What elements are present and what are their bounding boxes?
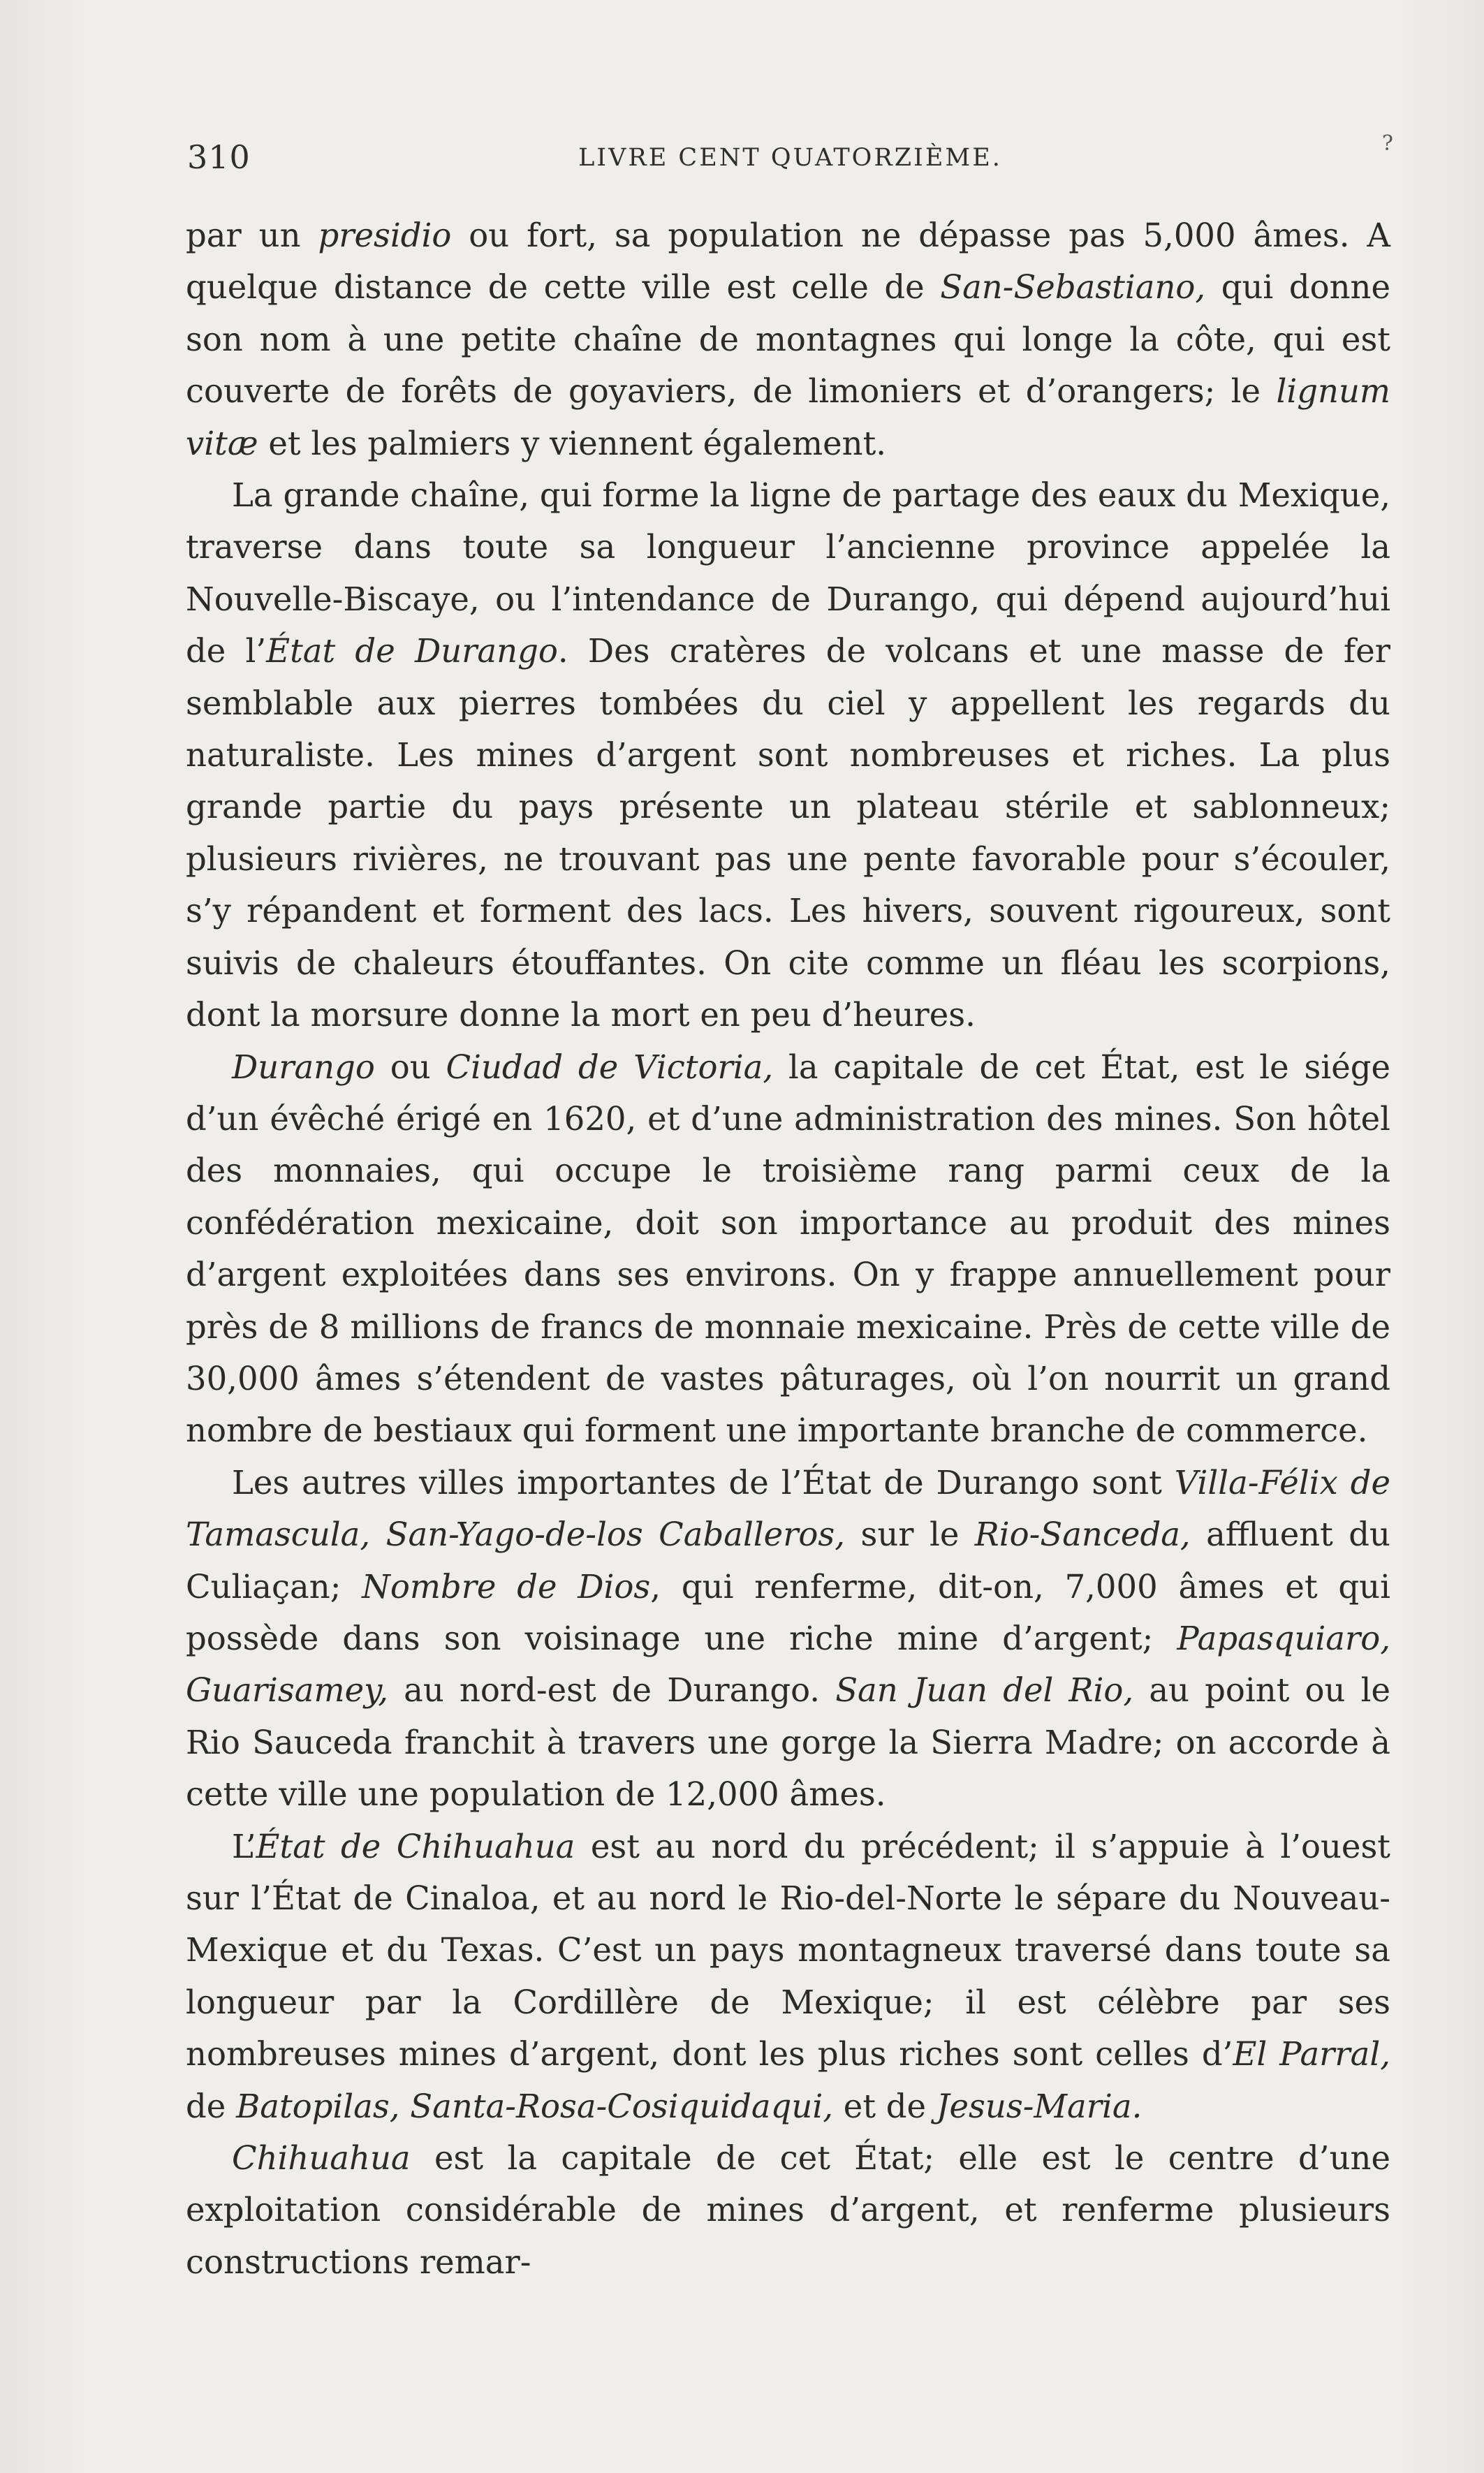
paragraph [186,2132,1390,2288]
text-run: au nord-est de Durango. [388,1671,836,1710]
italic-run: Rio-Sanceda, [974,1516,1191,1554]
italic-run: Villa-Félix de Tamascula, San-Yago-de-los Caballeros, [186,1463,1390,1554]
text-run: est la capitale de cet État; elle est le centre d’une exploitation considérable de mines d’argent, et renferme plusieurs constructions remar- [186,2139,1390,2281]
text-run: , qui renferme, dit-on, 7,000 âmes et qui possède dans son voisinage une riche mine d’argent; [186,1567,1391,1657]
italic-run: État de Durango [266,632,558,670]
italic-run: Jesus-Maria. [936,2087,1143,2125]
italic-run: lignum vitæ [186,372,1390,462]
italic-run: Papasquiaro, Guarisamey, [186,1619,1390,1710]
text-run: la capitale de cet État, est le siége d’un évêché érigé en 1620, et d’une administration des mines. Son hôtel des monnaies, qui occupe le troisième rang parmi ceux de la confédération mexicaine, doit son importance au produit des mines d’argent exploitées dans ses environs. On y frappe annuellement pour près de 8 millions de francs de monnaie mexicaine. Près de cette ville de 30,000 âmes s’étendent de vastes pâturages, où l’on nourrit un grand nombre de bestiaux qui forment une importante branche de commerce. [186,1048,1390,1450]
italic-run: Durango [232,1048,375,1086]
italic-run: Batopilas, Santa-Rosa-Cosiquidaqui, [236,2087,834,2125]
page-number: 310 [187,138,251,176]
text-run: ou [374,1048,446,1086]
text-run: Les autres villes importantes de l’État de Durango sont [232,1463,1175,1502]
running-title: LIVRE CENT QUATORZIÈME. [578,144,1002,172]
text-run: par un [186,217,318,254]
text-run: ou fort, sa population ne dépasse pas 5,000 âmes. A quelque distance de cette ville est celle de [186,217,1390,307]
paragraph [186,210,1390,469]
text-run: est au nord du précédent; il s’appuie à l’ouest sur l’État de Cinaloa, et au nord le Rio-del-Norte le sépare du Nouveau-Mexique et du Texas. C’est un pays montagneux traversé dans toute sa longueur par la Cordillère de Mexique; il est célèbre par ses nombreuses mines d’argent, dont les plus riches sont celles d’ [186,1827,1390,2074]
italic-run: Nombre de Dios [362,1567,651,1606]
text-run: La grande chaîne, qui forme la ligne de partage des eaux du Mexique, traverse dans toute sa longueur l’ancienne province appelée la Nouvelle-Biscaye, ou l’intendance de Durango, qui dépend aujourd’hui de l’ [186,476,1390,670]
text-run: et de [833,2087,936,2125]
text-run: . Des cratères de volcans et une masse de fer semblable aux pierres tombées du ciel y appellent les regards du naturaliste. Les mines d’argent sont nombreuses et riches. La plus grande partie du pays présente un plateau stérile et sablonneux; plusieurs rivières, ne trouvant pas une pente favorable pour s’écouler, s’y répandent et forment des lacs. Les hivers, souvent rigoureux, sont suivis de chaleurs étouffantes. On cite comme un fléau les scorpions, dont la morsure donne la mort en peu d’heures. [186,632,1391,1034]
body-text [186,210,1390,2288]
italic-run: San Juan del Rio, [835,1671,1134,1710]
corner-mark: ? [1381,131,1393,156]
text-run: qui donne son nom à une petite chaîne de montagnes qui longe la côte, qui est couverte de forêts de goyaviers, de limoniers et d’orangers; le [186,268,1390,411]
paragraph [186,1457,1390,1821]
text-run: au point ou le Rio Sauceda franchit à travers une gorge la Sierra Madre; on accorde à cette ville une population de 12,000 âmes. [186,1671,1390,1814]
italic-run: Chihuahua [232,2139,411,2178]
paragraph [186,1821,1390,2132]
page-header [187,131,1393,180]
paragraph [186,469,1390,1041]
italic-run: Ciudad de Victoria, [446,1048,774,1086]
italic-run: San-Sebastiano, [940,268,1206,307]
italic-run: État de Chihuahua [256,1827,575,1865]
text-run: sur le [845,1516,975,1554]
paragraph [186,1041,1390,1457]
text-run: de [186,2087,237,2125]
text-run: affluent du Culiaçan; [186,1516,1390,1606]
text-run: L’ [232,1827,256,1865]
italic-run: presidio [318,217,452,254]
italic-run: El Parral, [1233,2035,1390,2074]
text-run: et les palmiers y viennent également. [258,424,887,462]
